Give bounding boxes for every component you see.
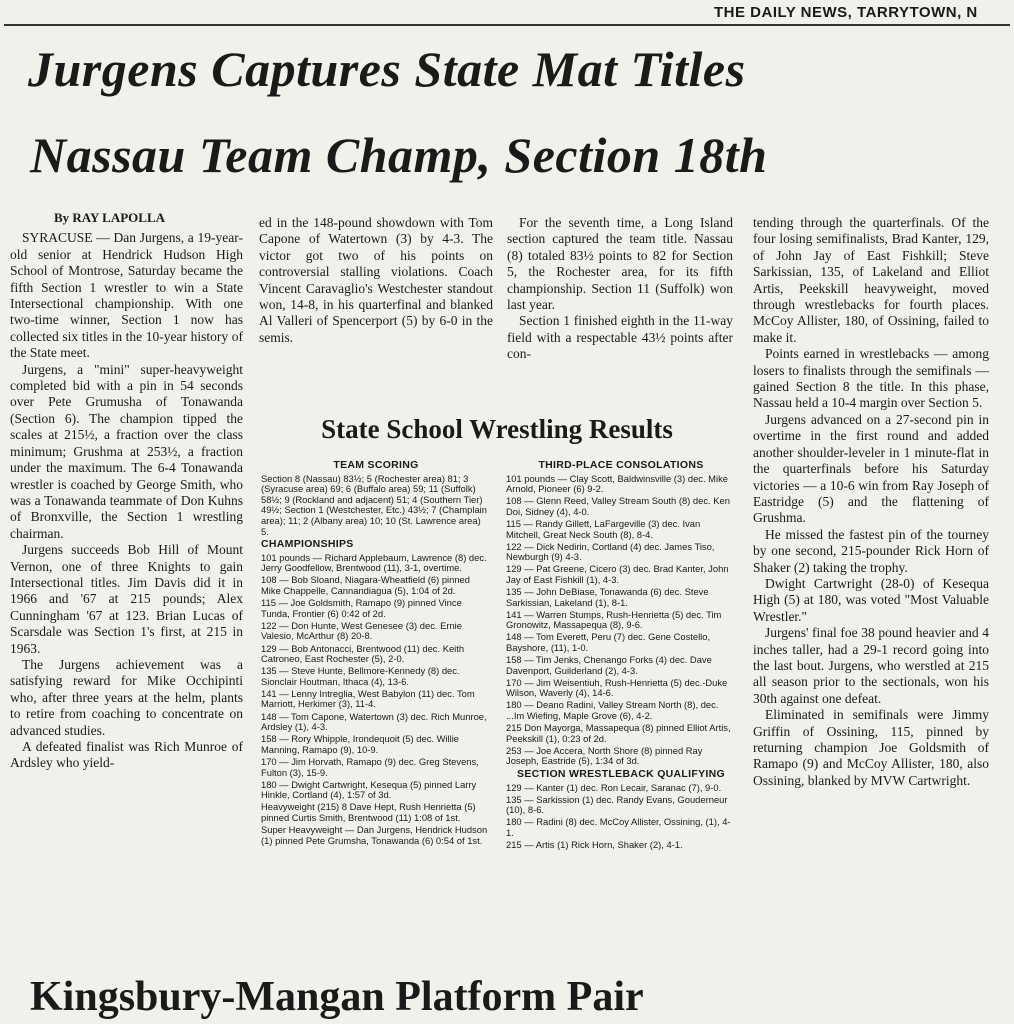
result-entry: 115 — Randy Gillett, LaFargeville (3) dec. Ivan Mitchell, Great Neck South (8), 8-4.: [506, 517, 701, 540]
paragraph: ed in the 148-pound showdown with Tom Capone of Watertown (3) by 4-3. The victor got two of his points on controversial stalling violations. Coach Vincent Caravaglio's Westchester standout won, 14-8, in his quarterfinal and blanked Al Valleri of Spencerport (5) by 6-0 in the semis.: [259, 215, 493, 345]
result-entry: 135 — Sarkission (1) dec. Randy Evans, Gouderneur (10), 8-6.: [506, 793, 728, 816]
result-entry: 129 — Bob Antonacci, Brentwood (11) dec. Keith Catroneo, East Rochester (5), 2-0.: [261, 642, 465, 665]
column-3: [507, 215, 733, 363]
paragraph: Dwight Cartwright (28-0) of Kesequa High (5) at 180, was voted "Most Valuable Wrestler.": [753, 575, 989, 624]
results-title: State School Wrestling Results: [321, 414, 673, 444]
result-entry: 148 — Tom Everett, Peru (7) dec. Gene Costello, Bayshore, (11), 1-0.: [506, 631, 711, 653]
result-entry: 122 — Dick Nedirin, Cortland (4) dec. James Tiso, Newburgh (9) 4-3.: [506, 540, 715, 563]
result-entry: 101 pounds — Richard Applebaum, Lawrence (8) dec. Jerry Goodfellow, Brentwood (11), 3-1, overtime.: [261, 551, 487, 574]
result-entry: 101 pounds — Clay Scott, Baldwinsville (3) dec. Mike Arnold, Pioneer (6) 9-2.: [506, 472, 728, 495]
masthead-rule: [4, 24, 1010, 26]
paragraph: SYRACUSE — Dan Jurgens, a 19-year-old senior at Hendrick Hudson High School of Montrose, Saturday became the fifth Section 1 wrestler to win a State Intersectional championship. With one two-time winner, Section 1 now has collected six titles in the 10-year history of the State meet.: [10, 230, 243, 361]
result-entry: 215 — Artis (1) Rick Horn, Shaker (2), 4-1.: [506, 839, 683, 851]
result-entry: 141 — Warren Stumps, Rush-Henrietta (5) dec. Tim Gronowitz, Massapequa (8), 9-6.: [506, 608, 722, 631]
result-entry: 129 — Pat Greene, Cicero (3) dec. Brad Kanter, John Jay of East Fishkill (1), 4-3.: [506, 563, 729, 585]
result-entry: 135 — Steve Hunte, Bellmore-Kennedy (8) dec. Sionclair Houtman, Ithaca (4), 13-6.: [261, 665, 460, 687]
paragraph: Eliminated in semifinals were Jimmy Griffin of Ossining, 115, pinned by returning champion Joe Goldsmith of Ramapo (9) and McCoy Allister, 180, also Ossining, blanked by MVW Cartwright.: [753, 707, 989, 788]
result-entry: 253 — Joe Accera, North Shore (8) pinned Ray Joseph, Eastride (5), 1:34 of 3d.: [506, 744, 703, 767]
result-entry: 122 — Don Hunte, West Genesee (3) dec. Ernie Valesio, McArthur (8) 20-8.: [261, 619, 462, 642]
paragraph: tending through the quarterfinals. Of the four losing semifinalists, Brad Kanter, 129, of John Jay of East Fishkill; Steve Sarkissian, 135, of Lakeland and Elliot Artis, Peekskill heavyweight, moved through wrestlebacks for fourth places. McCoy Allister, 180, of Ossining, failed to make it.: [753, 215, 989, 345]
result-entry: Super Heavyweight — Dan Jurgens, Hendrick Hudson (1) pinned Pete Grumsha, Tonawanda (6) 0:54 of 1st.: [261, 824, 488, 846]
result-entry: Heavyweight (215) 8 Dave Hept, Rush Henrietta (5) pinned Curtis Smith, Brentwood (11) 1:08 of 1st.: [261, 801, 476, 823]
byline: By RAY LAPOLLA: [54, 210, 166, 225]
result-entry: 215 Don Mayorga, Massapequa (8) pinned Elliot Artis, Peekskill (1), 0:23 of 2d.: [506, 722, 731, 744]
result-entry: 135 — John DeBiase, Tonawanda (6) dec. Steve Sarkissian, Lakeland (1), 8-1.: [506, 586, 709, 608]
paragraph: The Jurgens achievement was a satisfying reward for Mike Occhipinti who, after three years at the helm, plants to retire from coaching to concentrate on advanced studies.: [10, 656, 243, 738]
bottom-headline: Kingsbury-Mangan Platform Pair: [30, 974, 644, 1020]
team-scoring-text: Section 8 (Nassau) 83½; 5 (Rochester area) 81; 3 (Syracuse area) 69; 6 (Buffalo area) 59; 11 (Suffolk) 58½; 9 (Rockland and adjacent) 51; 4 (Southern Tier) 49½; Section 1 (Westchester, Etc.) 43½; 7 (Champlain area); 11; 2 (Albany area) 10; 10 (St. Lawrence area) 5.: [261, 472, 487, 537]
team-scoring-heading: TEAM SCORING: [333, 459, 419, 471]
result-entry: 170 — Jim Horvath, Ramapo (9) dec. Greg Stevens, Fulton (3), 15-9.: [261, 755, 479, 778]
paragraph: For the seventh time, a Long Island section captured the team title. Nassau (8) totaled 83½ points to 82 for Section 5, the Rochester area, for its fifth championship. Section 11 (Suffolk) won last year.: [507, 215, 733, 313]
paragraph: He missed the fastest pin of the tourney by one second, 215-pounder Rick Horn of Shaker (2) taking the trophy.: [753, 526, 989, 575]
results-right-column: [506, 458, 736, 852]
main-headline: Jurgens Captures State Mat Titles: [28, 41, 746, 97]
result-entry: 141 — Lenny Intreglia, West Babylon (11) dec. Tom Marriott, Herkimer (3), 11-4.: [261, 687, 475, 710]
result-entry: 170 — Jim Weisentiuh, Rush-Henrietta (5) dec.-Duke Wilson, Waverly (4), 14-6.: [506, 676, 728, 699]
championships-heading: CHAMPIONSHIPS: [261, 538, 354, 551]
results-left-column: [261, 458, 491, 848]
result-entry: 148 — Tom Capone, Watertown (3) dec. Rich Munroe, Ardsley (1), 4-3.: [261, 710, 487, 733]
result-entry: 108 — Bob Sloand, Niagara-Wheatfield (6) pinned Mike Chappelle, Cannandiagua (5), 1:04 of 2d.: [261, 574, 470, 597]
result-entry: 158 — Tim Jenks, Chenango Forks (4) dec. Dave Davenport, Guilderland (2), 4-3.: [506, 654, 712, 676]
paragraph: A defeated finalist was Rich Munroe of Ardsley who yield-: [10, 739, 243, 771]
wrestleback-heading: SECTION WRESTLEBACK QUALIFYING: [517, 768, 725, 781]
result-entry: 158 — Rory Whipple, Irondequoit (5) dec. Willie Manning, Ramapo (9), 10-9.: [261, 733, 460, 755]
paragraph: Jurgens succeeds Bob Hill of Mount Vernon, one of three Knights to gain Intersectional titles. Jim Davis did it in 1966 and '67 at 215 pounds; Alex Cunningham '67 at 123. Brian Lucas of Scarsdale was Section 1's first, at 215 in 1963.: [10, 542, 243, 656]
sub-headline: Nassau Team Champ, Section 18th: [30, 127, 768, 183]
column-2: [259, 215, 493, 346]
paragraph: Points earned in wrestlebacks — among losers to finalists through the semifinals — gained Section 8 the title. In this phase, Nassau held a 10-4 margin over Section 5.: [753, 346, 989, 411]
result-entry: 108 — Glenn Reed, Valley Stream South (8) dec. Ken Doi, Sidney (4), 4-0.: [506, 495, 730, 517]
result-entry: 129 — Kanter (1) dec. Ron Lecair, Saranac (7), 9-0.: [506, 781, 722, 793]
result-entry: 180 — Radini (8) dec. McCoy Allister, Ossining, (1), 4-1.: [506, 816, 731, 838]
masthead: THE DAILY NEWS, TARRYTOWN, N: [714, 4, 978, 21]
paragraph: Jurgens' final foe 38 pound heavier and 4 inches taller, had a 29-1 record going into the last bout. Jurgens, who werstled at 215 all season prior to the sectionals, won his 30th against one defeat.: [753, 625, 989, 706]
column-4: [753, 215, 989, 789]
consolations-heading: THIRD-PLACE CONSOLATIONS: [538, 459, 704, 471]
result-entry: 180 — Deano Radini, Valley Stream North (8), dec. ...Im Wiefing, Maple Grove (6), 4-2.: [506, 699, 719, 722]
result-entry: 180 — Dwight Cartwright, Kesequa (5) pinned Larry Hinkle, Cortland (4), 1:57 of 3d.: [261, 778, 477, 801]
column-1: [10, 210, 243, 772]
result-entry: 115 — Joe Goldsmith, Ramapo (9) pinned Vince Tunda, Frontier (6) 0:42 of 2d.: [261, 597, 462, 619]
paragraph: Jurgens, a "mini" super-heavyweight completed bid with a pin in 54 seconds over Pete Grumusha of Tonawanda (Section 6). The champion tipped the scales at 215½, a fraction over the class minimum; Grushma at 253½, a fraction under the maximum. The 6-4 Tonawanda wrestler is coached by George Smith, who was a Tonawanda teammate of Don Kuhns of Bronxville, the Section 1 wrestling chairman.: [10, 361, 243, 541]
paragraph: Jurgens advanced on a 27-second pin in overtime in the first round and added another shoulder-leveler in 1 minute-flat in the quarterfinals before his Saturday victories — a 10-6 win from Ray Joseph of Eastridge (5) and the flattening of Grushma.: [753, 411, 989, 526]
paragraph: Section 1 finished eighth in the 11-way field with a respectable 43½ points after con-: [507, 313, 733, 362]
